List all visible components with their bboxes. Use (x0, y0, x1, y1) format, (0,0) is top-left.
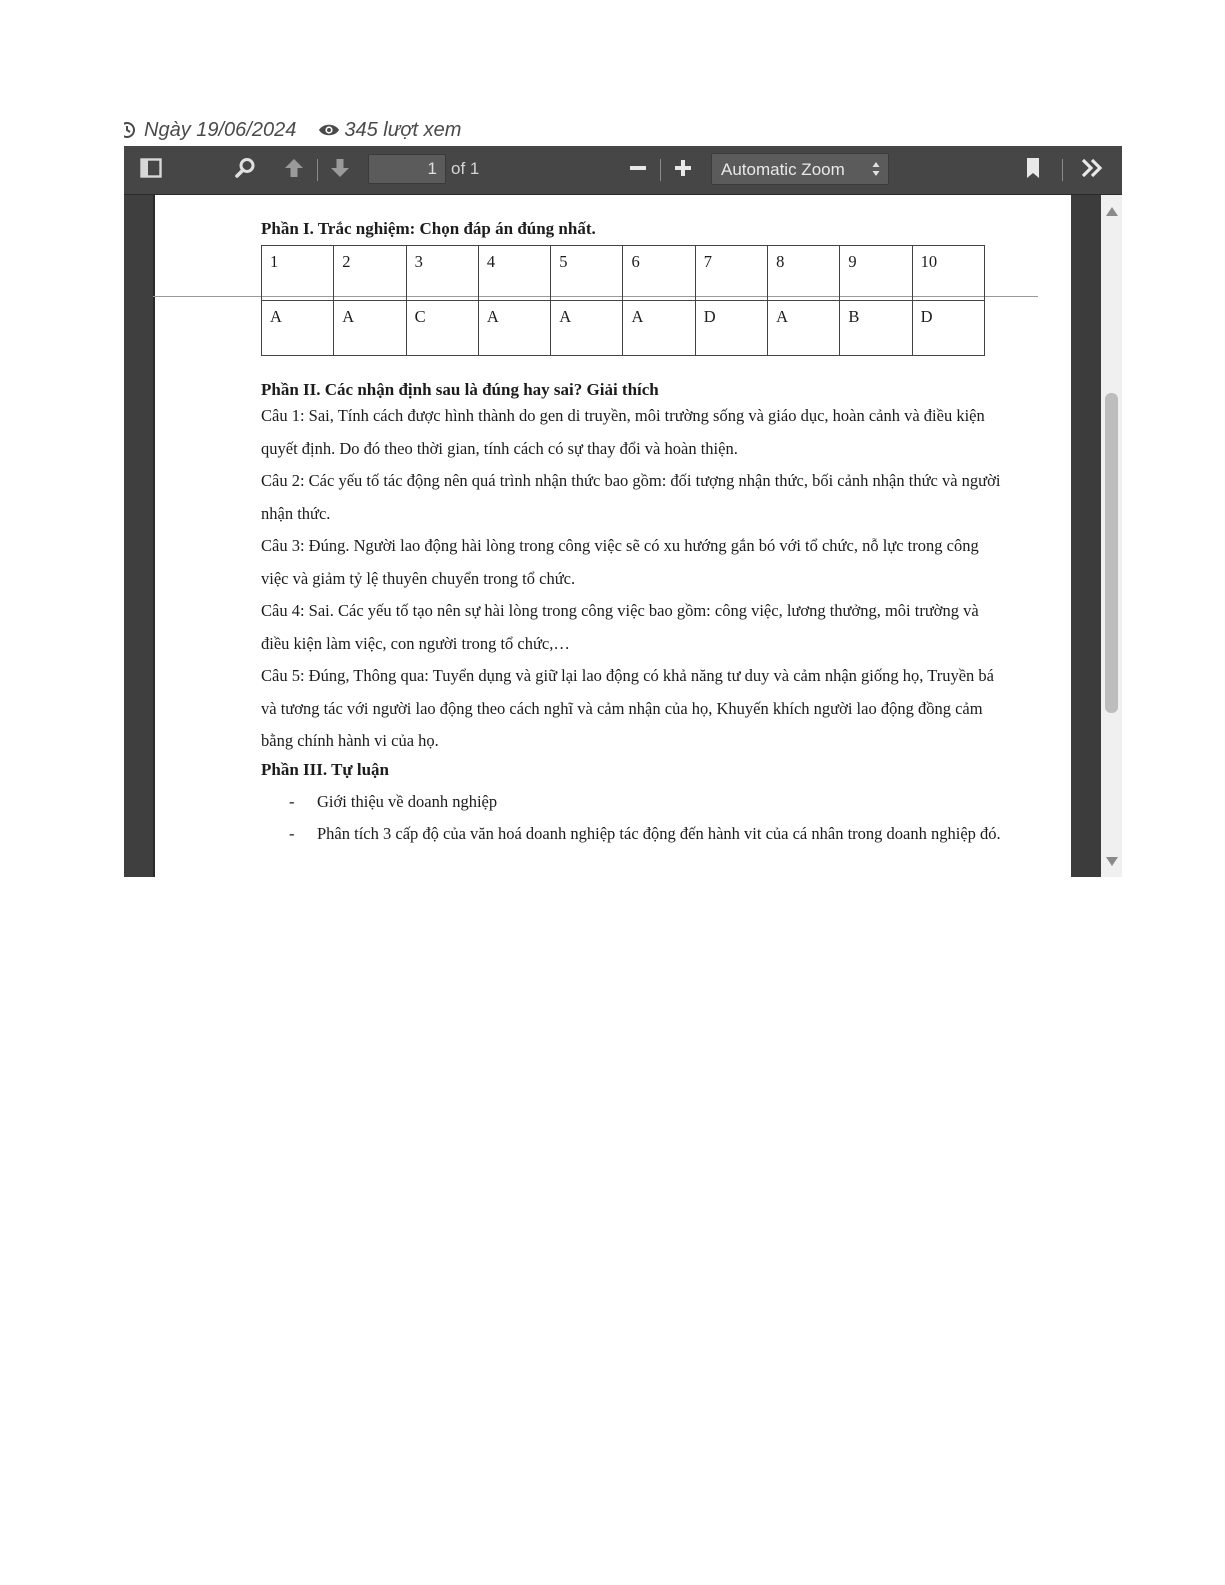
tools-button[interactable] (1078, 156, 1106, 184)
table-cell: 5 (551, 246, 623, 301)
pdf-page (153, 195, 1071, 877)
question-5-paragraph: Câu 5: Đúng, Thông qua: Tuyển dụng và giữ lại lao động có khả năng tư duy và cảm nhận giống họ, Truyền bá và tương tác với người lao động theo cách nghĩ và cảm nhận của họ, Khuyến khích người lao động đồng cảm bằng chính hành vi của họ. (261, 666, 994, 750)
scrollbar-thumb[interactable] (1105, 393, 1118, 713)
page-count: of 1 (451, 159, 480, 178)
question-4-paragraph: Câu 4: Sai. Các yếu tố tạo nên sự hài lòng trong công việc bao gồm: công việc, lương thưởng, môi trường và điều kiện làm việc, con người trong tổ chức,… (261, 601, 979, 653)
table-cell: 8 (768, 246, 840, 301)
table-cell: D (695, 301, 767, 356)
search-icon (234, 157, 256, 184)
answer-table-answer-row (262, 301, 985, 356)
table-cell: D (912, 301, 984, 356)
next-page-button[interactable] (326, 156, 354, 184)
previous-page-button[interactable] (280, 156, 308, 184)
view-count-text: 345 lượt xem (344, 118, 462, 141)
vertical-scrollbar[interactable] (1101, 195, 1122, 877)
scroll-down-arrow-icon[interactable] (1106, 857, 1118, 866)
table-cell: A (551, 301, 623, 356)
plus-icon (673, 158, 693, 183)
table-cell: A (478, 301, 550, 356)
zoom-out-button[interactable] (624, 156, 652, 184)
answer-table (261, 245, 985, 356)
toolbar-separator (660, 159, 661, 181)
table-cell: C (406, 301, 478, 356)
table-cell: 7 (695, 246, 767, 301)
question-1-paragraph: Câu 1: Sai, Tính cách được hình thành do gen di truyền, môi trường sống và giáo dục, hoàn cảnh và điều kiện quyết định. Do đó theo thời gian, tính cách có sự thay đổi và hoàn thiện. (261, 406, 985, 458)
toolbar-separator (317, 159, 318, 181)
table-cell: B (840, 301, 912, 356)
zoom-in-button[interactable] (669, 156, 697, 184)
scroll-up-arrow-icon[interactable] (1106, 207, 1118, 216)
viewer-gutter-left (124, 195, 153, 877)
sidebar-toggle-icon (140, 158, 162, 183)
answer-table-number-row (262, 246, 985, 301)
bullet-dash: - (289, 791, 295, 811)
table-cell: 6 (623, 246, 695, 301)
pdf-toolbar (124, 146, 1122, 195)
table-cell: A (334, 301, 406, 356)
bullet-dash: - (289, 824, 295, 843)
list-item (289, 818, 1001, 851)
double-chevron-right-icon (1080, 158, 1104, 183)
table-cell: 1 (262, 246, 334, 301)
zoom-select[interactable] (711, 153, 889, 185)
find-button[interactable] (231, 156, 259, 184)
eye-icon (318, 123, 340, 137)
upload-date: Ngày 19/06/2024 (144, 118, 297, 141)
table-cell: 9 (840, 246, 912, 301)
toolbar-separator (1062, 159, 1063, 181)
viewer-gutter-right (1071, 195, 1101, 877)
table-cell: A (262, 301, 334, 356)
section-2-title: Phần II. Các nhận định sau là đúng hay sai? Giải thích (261, 380, 659, 399)
clock-icon (124, 121, 138, 139)
page-edge (153, 195, 155, 877)
table-cell: 4 (478, 246, 550, 301)
pdf-viewer (124, 146, 1122, 877)
table-cell: 10 (912, 246, 984, 301)
table-cell: A (768, 301, 840, 356)
sidebar-toggle-button[interactable] (137, 156, 165, 184)
bookmark-icon (1025, 157, 1041, 184)
section-1-title: Phần I. Trắc nghiệm: Chọn đáp án đúng nhất. (261, 219, 596, 238)
table-cell: A (623, 301, 695, 356)
arrow-down-icon (329, 157, 351, 184)
minus-icon (628, 158, 648, 183)
view-count (318, 119, 461, 142)
question-3-paragraph: Câu 3: Đúng. Người lao động hài lòng trong công việc sẽ có xu hướng gắn bó với tổ chức, nỗ lực trong công việc và giảm tỷ lệ thuyên chuyển trong tổ chức. (261, 536, 979, 588)
list-item-text: Phân tích 3 cấp độ của văn hoá doanh nghiệp tác động đến hành vit của cá nhân trong doanh nghiệp đó. (317, 824, 1001, 843)
list-item-text: Giới thiệu về doanh nghiệp (317, 791, 498, 811)
list-item (289, 786, 1001, 819)
select-arrows-icon (872, 161, 880, 177)
arrow-up-icon (283, 157, 305, 184)
essay-task-list (261, 786, 1001, 851)
bookmark-button[interactable] (1019, 156, 1047, 184)
table-cell: 3 (406, 246, 478, 301)
question-2-paragraph: Câu 2: Các yếu tố tác động nên quá trình nhận thức bao gồm: đối tượng nhận thức, bối cảnh nhận thức và người nhận thức. (261, 471, 1001, 523)
table-cell: 2 (334, 246, 406, 301)
page-number-input[interactable]: 1 (368, 154, 446, 184)
document-content (261, 219, 1001, 851)
document-meta (124, 116, 461, 144)
zoom-select-label: Automatic Zoom (721, 160, 845, 179)
section-3-title: Phần III. Tự luận (261, 759, 390, 779)
